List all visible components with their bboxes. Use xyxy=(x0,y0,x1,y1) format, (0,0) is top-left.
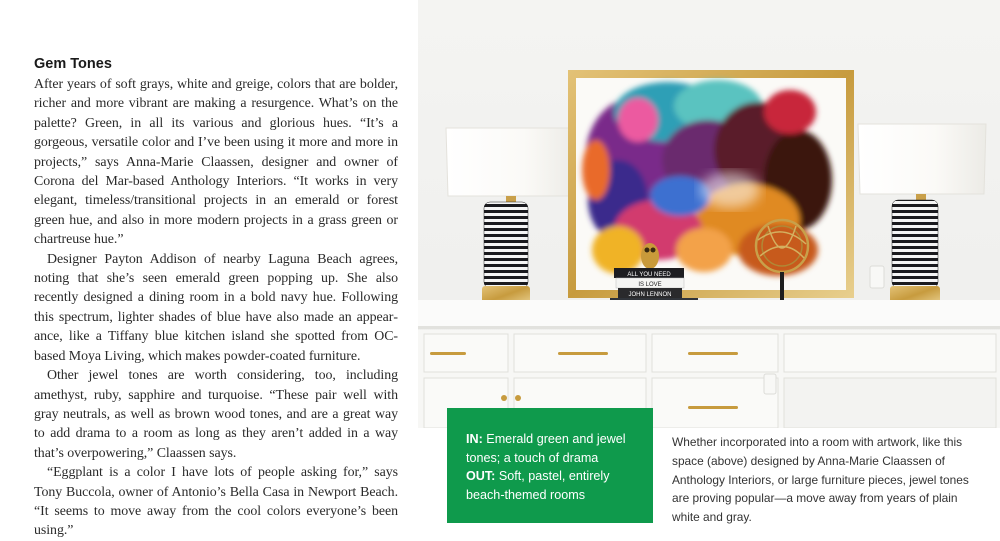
paragraph-2: Designer Payton Addison of nearby Laguna Beach agrees, noting that she’s seen emerald green popping up. She also recently designed a dining room in a bold navy hue. Following this spectrum, lighter shades of blue have also made an appearance, like a Tiffany blue kitchen island she spotted from OC-based Moya Living, which makes powder-coated furniture. xyxy=(34,251,398,364)
article-column xyxy=(34,56,398,541)
section-heading: Gem Tones xyxy=(34,56,112,72)
out-label: OUT: xyxy=(466,469,496,483)
paragraph-3: Other jewel tones are worth considering, too, including amethyst, ruby, sapphire and turquoise. “These pair well with gray neutrals, as well as brown wood tones, and are a great way to add drama to a room as long as they aren’t added in a way that’s overpowering,” Claassen says. xyxy=(34,368,398,461)
book-title-1: ALL YOU NEED xyxy=(627,272,671,278)
in-text: Emerald green and jewel tones; a touch of drama xyxy=(466,432,626,465)
owl-figurine xyxy=(641,243,659,269)
in-out-callout xyxy=(447,408,653,523)
abstract-artwork xyxy=(568,70,854,298)
photo-caption: Whether incorporated into a room with artwork, like this space (above) designed by Anna-Marie Claassen of Anthology Interiors, or large furniture pieces, jewel tones are proving popular—a move away from years of plain white and gray. xyxy=(672,435,969,525)
paragraph-4: “Eggplant is a color I have lots of people asking for,” says Tony Buccola, owner of Antonio’s Bella Casa in Newport Beach. “It seems to move away from the cool colors everyone’s been using.” xyxy=(34,465,398,539)
interior-photo xyxy=(418,0,1000,428)
book-title-2: IS LOVE xyxy=(638,282,662,288)
out-text: Soft, pastel, entirely beach-themed rooms xyxy=(466,469,610,502)
paragraph-1: After years of soft grays, white and greige, colors that are bolder, richer and more vibrant are making a resurgence. What’s on the palette? Green, in all its various and glorious hues. “It’s a gorgeous, versatile color and I’ve been using it more and more in projects,” says Anna-Marie Claassen, designer and owner of Corona del Mar-based Anthology Interiors. “It works in very elegant, timeless/transitional projects in an emerald or forest green hue, and also in more modern projects in a grass green or chartreuse hue.” xyxy=(34,77,398,248)
book-title-3: JOHN LENNON xyxy=(628,292,672,298)
in-label: IN: xyxy=(466,432,483,446)
